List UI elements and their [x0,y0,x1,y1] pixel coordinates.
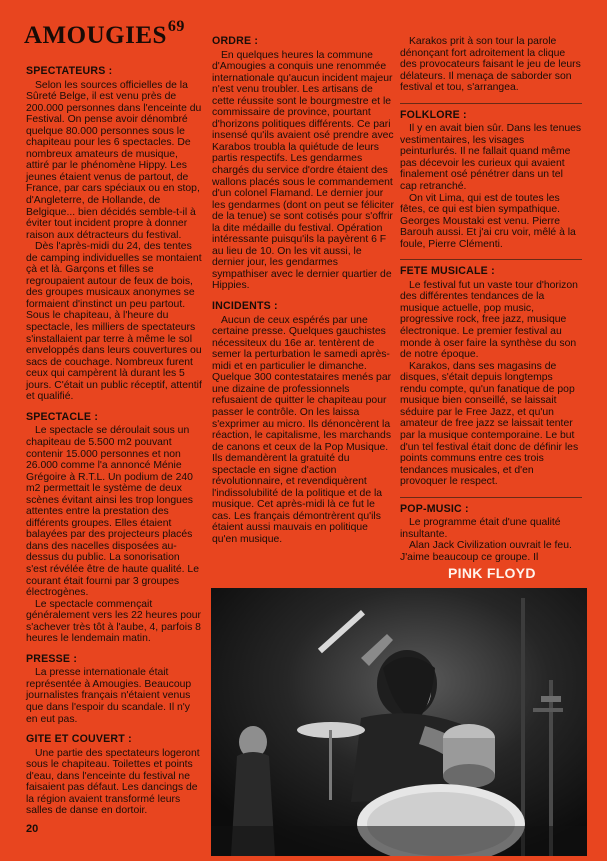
section-heading: SPECTATEURS : [26,65,113,77]
section-spectateurs [26,66,202,403]
paragraph: Il y en avait bien sûr. Dans les tenues vestimentaires, les visages peinturlurés. Il ne fallait quand même pas décevoir les curieux qui avaient finalement osé pénétrer dans un tel cap retranché. [400,123,582,193]
paragraph: Le spectacle commençait généralement vers les 22 heures pour s'achever très tôt à l'aube, 4, parfois 8 heures le lendemain matin. [26,598,202,645]
section-heading: GITE ET COUVERT : [26,733,132,746]
section-gite-couvert [26,734,202,817]
section-fete-musicale [400,266,582,487]
column-middle [212,36,394,555]
paragraph: Le festival fut un vaste tour d'horizon des différentes tendances de la musique actuelle, pop music, progressive rock, free jazz, musique électronique. Le premier festival au monde à oser faire la synthèse du son de notre époque. [400,279,578,361]
section-divider [400,259,582,260]
concert-photo-illustration [211,588,587,856]
section-spectacle [26,412,202,645]
section-incidents [212,301,394,545]
paragraph: Dès l'après-midi du 24, des tentes de camping individuelles se montaient çà et là. Garçons et filles se regroupaient autour de feux de bois, des groupes musicaux anonymes se formaient d'instinct un peu partout. Sous le chapiteau, à l'heure du spectacle, les milliers de spectateurs s'installaient par terre à même le sol enveloppés dans leurs couvertures ou sacs de couchage. Nombreux furent ceux qui campèrent là durant les 5 jours. C'était un public réceptif, attentif et qualifié. [26,241,202,403]
title-issue-number: 69 [167,18,185,35]
paragraph: Selon les sources officielles de la Sûreté Belge, il est venu près de 200.000 personnes dans l'enceinte du Festival. On pense avoir dénombré quelque 80.000 personnes sous le chapiteau pour les 6 spectacles. De nombreux amateurs de musique, attiré par le phénomène Hippy. Les jeunes étaient venus de partout, de France, par cars spéciaux ou en stop, d'Angleterre, de Hollande, de Belgique... bien décidés semble-t-il à éviter tout incident propre à donner raison aux détracteurs du festival. [26,79,202,241]
section-divider [400,103,582,104]
section-heading: FOLKLORE : [400,108,467,121]
section-heading: INCIDENTS : [212,300,278,313]
section-presse [26,654,202,725]
section-karakos-continued [400,36,582,94]
paragraph: Karakos prit à son tour la parole dénonçant fort adroitement la clique des provocateurs faisant le jeu de leurs délateurs. Il menaça de saborder son festival et tou, s'arrangea. [400,36,581,94]
paragraph: Le spectacle se déroulait sous un chapiteau de 5.500 m2 pouvant contenir 15.000 personnes et non 26.000 comme l'a annoncé Ménie Grégoire à R.T.L. Un podium de 240 m2 permettait le système de deux scènes évitant ainsi les trop longues attentes entre la prestation des différents groupes. Elles étaient balayées par des projecteurs placés dans des nacelles disposées au-dessus du public. La sonorisation s'est révélée être de haute qualité. Le courant était fourni par 3 groupes électrogènes. [26,425,199,599]
section-heading: FETE MUSICALE : [400,265,495,278]
section-divider [400,497,582,498]
paragraph: Karakos, dans ses magasins de disques, s'était depuis longtemps rendu compte, qu'un fanatique de pop musique bien conseillé, se laissait séduire par le Free Jazz, et qu'un amateur de free jazz se laissait tenter par la musique contemporaine. Le but d'un tel festival était donc de définir les points communs entre ces trois tendances musicales, et d'en provoquer le respect. [400,360,579,488]
paragraph: Le programme était d'une qualité insultante. [400,517,561,540]
section-heading: SPECTACLE : [26,410,99,423]
column-left [26,66,202,826]
column-right [400,36,582,572]
paragraph: Une partie des spectateurs logeront sous le chapiteau. Toilettes et points d'eau, dans l'enceinte du festival ne faisaient pas défaut. Les dancings de la région avaient transformé leurs salles de danse en dortoir. [26,747,200,817]
section-heading: PRESSE : [26,652,78,665]
paragraph: En quelques heures la commune d'Amougies a conquis une renommée internationale qu'aucun incident majeur n'est venu troubler. Les artisans de cette réussite sont le bourgmestre et le commissaire de province, pourtant d'horizons politiques différents. Ce pari insensé qu'ils avaient osé prendre avec Karabos troubla la quiétude de leurs partis respectifs. Les gendarmes chargés du service d'ordre étaient des wallons placés sous le commandement d'un colonel Flamand. Le dernier jour les gendarmes (dont on peut se féliciter de la tenue) se sont cotisés pour s'offrir la dite médaille du festival. Opération intéressante puisqu'ils la payèrent 6 F au lieu de 10. On les vit aussi, le dernier jour, les gendarmes sympathiser avec le dernier quartier de Hippies. [212,49,394,292]
section-folklore [400,110,582,251]
photo-caption: PINK FLOYD [448,565,536,581]
page-number: 20 [26,823,39,835]
paragraph: Aucun de ceux espérés par une certaine presse. Quelques gauchistes nécessiteux du 16e ar. tentèrent de semer la perturbation le samedi après-midi et en particulier le dimanche. Quelque 300 contestataires menés par une dizaine de professionnels refusaient de quitter le chapiteau pour passer le contrôle. On les laissa s'exprimer au micro. Ils dénoncèrent la réaction, le capitalisme, les marchands de canons et ceux de la Pop Musique. Ils demandèrent la gratuité du spectacle en signe d'action révolutionnaire, et revendiquèrent l'indissolubilité de la politique et de la musique. Cet après-midi là ce fut le cas. Les français démontrèrent qu'ils étaient aussi mauvais en politique qu'en musique. [212,314,392,545]
section-heading: ORDRE : [212,35,259,47]
section-ordre [212,36,394,292]
section-heading: POP-MUSIC : [400,502,469,515]
page-title [24,18,185,50]
paragraph: On vit Lima, qui est de toutes les fêtes, ce qui est bien sympathique. Georges Moustaki est venu. Pierre Barouh aussi. Et j'ai cru voir, mêlé à la foule, Pierre Clémenti. [400,192,576,250]
section-pop-music [400,504,582,564]
paragraph: La presse internationale était représentée à Amougies. Beaucoup journalistes français n'étaient venus que dans l'espoir du scandale. Il n'y en eut pas. [26,667,192,725]
concert-photo [211,588,587,856]
paragraph: Alan Jack Civilization ouvrait le feu. J'aime beaucoup ce groupe. Il [400,540,572,563]
title-text: AMOUGIES [24,22,167,49]
